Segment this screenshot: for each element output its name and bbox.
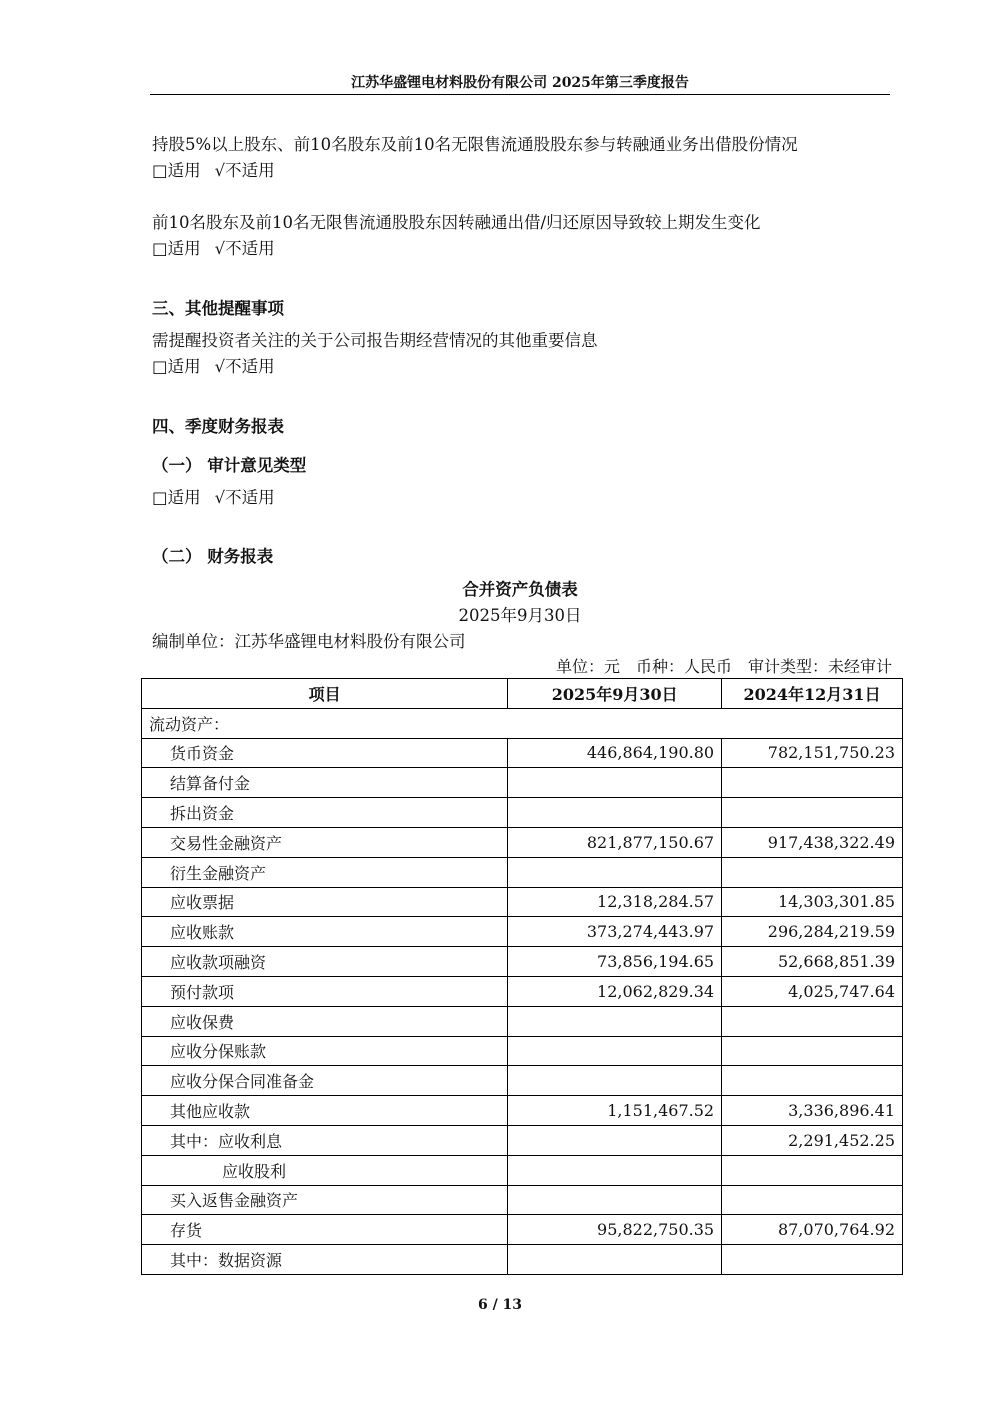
table-row — [142, 1245, 903, 1275]
table-row — [142, 1006, 903, 1036]
section-heading-4: 四、季度财务报表 — [152, 417, 284, 436]
row-label: 其中：数据资源 — [142, 1245, 508, 1275]
table-row — [142, 1215, 903, 1245]
choice-reminder — [152, 353, 275, 377]
value-current — [508, 1006, 722, 1036]
row-label: 结算备付金 — [142, 768, 508, 798]
option-applicable: □适用 — [152, 357, 201, 376]
statement-date: 2025年9月30日 — [458, 606, 582, 625]
value-prior — [722, 1066, 903, 1096]
row-label: 其他应收款 — [142, 1096, 508, 1126]
row-label: 应收账款 — [142, 917, 508, 947]
value-prior — [722, 1155, 903, 1185]
option-applicable: □适用 — [152, 488, 201, 507]
value-current: 95,822,750.35 — [508, 1215, 722, 1245]
row-label: 交易性金融资产 — [142, 827, 508, 857]
table-row — [142, 1066, 903, 1096]
value-prior — [722, 798, 903, 828]
table-section-row — [142, 708, 903, 738]
statement-title: 合并资产负债表 — [462, 580, 578, 599]
value-current: 1,151,467.52 — [508, 1096, 722, 1126]
value-prior: 87,070,764.92 — [722, 1215, 903, 1245]
table-row — [142, 947, 903, 977]
page-number: 6 / 13 — [477, 1297, 523, 1313]
row-label: 货币资金 — [142, 738, 508, 768]
option-not-applicable: √不适用 — [214, 161, 275, 180]
table-row — [142, 1096, 903, 1126]
value-prior — [722, 1036, 903, 1066]
value-current — [508, 1125, 722, 1155]
value-current: 12,062,829.34 — [508, 976, 722, 1006]
row-label: 拆出资金 — [142, 798, 508, 828]
section-heading-3: 三、其他提醒事项 — [152, 299, 284, 318]
row-label: 衍生金融资产 — [142, 857, 508, 887]
column-header-item: 项目 — [142, 679, 508, 709]
table-row — [142, 1155, 903, 1185]
row-label: 应收分保合同准备金 — [142, 1066, 508, 1096]
value-current — [508, 857, 722, 887]
option-not-applicable: √不适用 — [214, 239, 275, 258]
column-header-current: 2025年9月30日 — [508, 679, 722, 709]
column-header-prior: 2024年12月31日 — [722, 679, 903, 709]
table-header-row — [142, 679, 903, 709]
choice-audit — [152, 484, 275, 508]
row-label: 买入返售金融资产 — [142, 1185, 508, 1215]
value-prior: 52,668,851.39 — [722, 947, 903, 977]
subheading-financial-statements: （二） 财务报表 — [152, 547, 274, 566]
value-current — [508, 1245, 722, 1275]
header-rule — [150, 94, 890, 95]
value-current: 821,877,150.67 — [508, 827, 722, 857]
value-current — [508, 1036, 722, 1066]
option-not-applicable: √不适用 — [214, 357, 275, 376]
row-label: 应收保费 — [142, 1006, 508, 1036]
option-applicable: □适用 — [152, 161, 201, 180]
subheading-audit-opinion: （一） 审计意见类型 — [152, 456, 307, 475]
table-row — [142, 1125, 903, 1155]
table-row — [142, 857, 903, 887]
currency-label: 币种：人民币 — [635, 657, 732, 676]
value-prior — [722, 1006, 903, 1036]
table-row — [142, 738, 903, 768]
value-current — [508, 1185, 722, 1215]
choice-lending — [152, 157, 275, 181]
value-current — [508, 1155, 722, 1185]
value-prior — [722, 1185, 903, 1215]
row-label: 其中：应收利息 — [142, 1125, 508, 1155]
audit-type-label: 审计类型：未经审计 — [747, 657, 892, 676]
row-label: 存货 — [142, 1215, 508, 1245]
value-current: 373,274,443.97 — [508, 917, 722, 947]
value-current — [508, 1066, 722, 1096]
table-row — [142, 798, 903, 828]
section-label-current-assets: 流动资产： — [142, 708, 903, 738]
row-label: 应收股利 — [142, 1155, 508, 1185]
value-prior — [722, 857, 903, 887]
unit-label: 单位：元 — [555, 657, 620, 676]
table-row — [142, 917, 903, 947]
row-label: 预付款项 — [142, 976, 508, 1006]
value-prior: 782,151,750.23 — [722, 738, 903, 768]
table-row — [142, 1036, 903, 1066]
page-header: 江苏华盛锂电材料股份有限公司 2025年第三季度报告 — [351, 75, 689, 91]
value-current: 12,318,284.57 — [508, 887, 722, 917]
value-prior: 296,284,219.59 — [722, 917, 903, 947]
choice-change — [152, 235, 275, 259]
value-current — [508, 768, 722, 798]
value-prior — [722, 1245, 903, 1275]
value-current — [508, 798, 722, 828]
paragraph-change: 前10名股东及前10名无限售流通股股东因转融通出借/归还原因导致较上期发生变化 — [152, 213, 761, 232]
value-prior: 4,025,747.64 — [722, 976, 903, 1006]
row-label: 应收分保账款 — [142, 1036, 508, 1066]
value-prior: 2,291,452.25 — [722, 1125, 903, 1155]
statement-meta — [556, 654, 892, 677]
table-row — [142, 1185, 903, 1215]
value-prior: 917,438,322.49 — [722, 827, 903, 857]
table-row — [142, 768, 903, 798]
table-row — [142, 976, 903, 1006]
option-applicable: □适用 — [152, 239, 201, 258]
value-current: 73,856,194.65 — [508, 947, 722, 977]
value-prior — [722, 768, 903, 798]
value-current: 446,864,190.80 — [508, 738, 722, 768]
paragraph-reminder: 需提醒投资者关注的关于公司报告期经营情况的其他重要信息 — [152, 331, 598, 350]
row-label: 应收票据 — [142, 887, 508, 917]
balance-sheet-table — [141, 678, 903, 1275]
row-label: 应收款项融资 — [142, 947, 508, 977]
paragraph-lending: 持股5%以上股东、前10名股东及前10名无限售流通股股东参与转融通业务出借股份情况 — [152, 135, 798, 154]
value-prior: 14,303,301.85 — [722, 887, 903, 917]
table-row — [142, 887, 903, 917]
table-row — [142, 827, 903, 857]
statement-compiler: 编制单位：江苏华盛锂电材料股份有限公司 — [152, 632, 466, 651]
value-prior: 3,336,896.41 — [722, 1096, 903, 1126]
option-not-applicable: √不适用 — [214, 488, 275, 507]
